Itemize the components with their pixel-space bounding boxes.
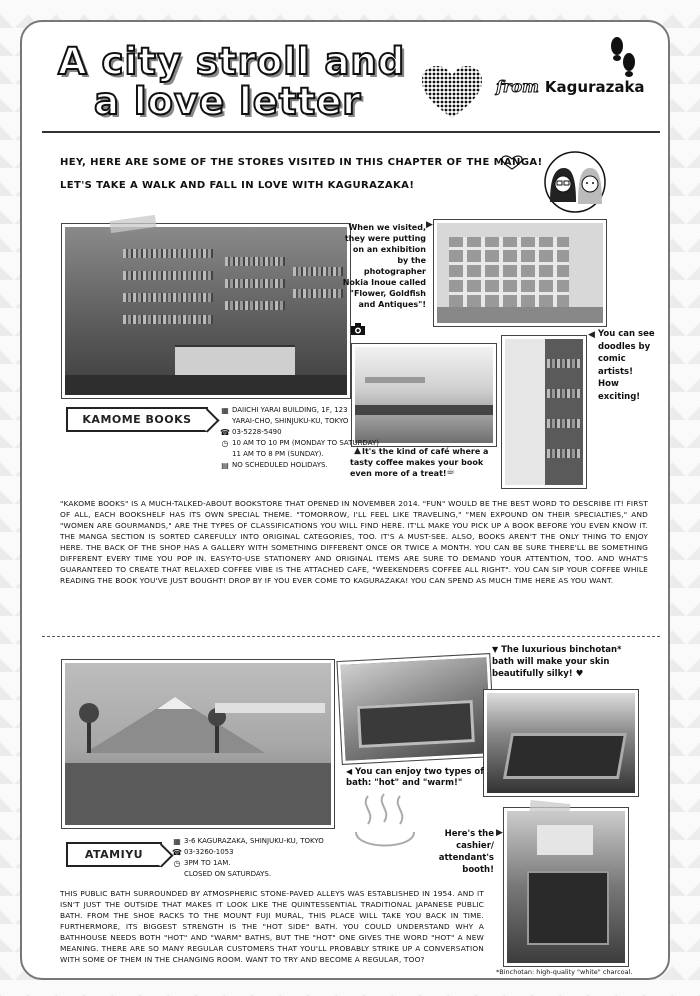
coffee-cup-icon: ☕: [446, 466, 455, 477]
intro-line-1: HEY, HERE ARE SOME OF THE STORES VISITED IN THIS CHAPTER OF THE MANGA!: [60, 157, 543, 168]
section-divider: [42, 636, 660, 637]
cashier-caption: Here's the cashier/ attendant's booth!: [438, 829, 494, 875]
cafe-caption: It's the kind of café where a tasty coffee makes your book even more of a treat!: [350, 447, 489, 478]
title-line-2: a love letter: [94, 80, 362, 123]
atamiyu-closed: CLOSED ON SATURDAYS.: [184, 870, 272, 878]
kamome-info: [220, 405, 379, 471]
steam-icon: [350, 792, 420, 852]
bathhouse-mural-photo: [62, 660, 334, 828]
building-icon-2: ▦: [173, 837, 181, 846]
atamiyu-tag: ATAMIYU: [66, 842, 162, 867]
bath-photo-2: [484, 690, 638, 796]
doodle-wall-photo: [502, 336, 586, 488]
doodles-caption: You can see doodles by comic artists! How exciting!: [598, 329, 655, 402]
atamiyu-hours: 3PM TO 1AM.: [184, 859, 231, 867]
from-place: Kagurazaka: [544, 78, 645, 96]
calendar-icon: ▤: [221, 461, 229, 470]
kamome-closed: NO SCHEDULED HOLIDAYS.: [232, 461, 328, 469]
pointer-right-icon-2: ▶: [496, 828, 503, 838]
baths-caption: [346, 766, 486, 789]
intro-line-2: LET'S TAKE A WALK AND FALL IN LOVE WITH KAGURAZAKA!: [60, 180, 415, 191]
kamome-address-1: DAIICHI YARAI BUILDING, 1F, 123: [232, 406, 348, 414]
atamiyu-phone: 03-3260-1053: [184, 848, 234, 856]
header-divider: [42, 131, 660, 133]
atamiyu-body-text: THIS PUBLIC BATH SURROUNDED BY ATMOSPHERIC STONE-PAVED ALLEYS WAS ESTABLISHED IN 1954. AND IT ISN'T JUST THE OUTSIDE THAT MAKES IT LOOK LIKE THE QUINTESSENTIAL TRADITIONAL JAPANESE PUBLIC BATH. FROM THE SHOE RACKS TO THE MOUNT FUJI MURAL, THIS PLACE WILL TAKE YOU BACK IN TIME. FURTHERMORE, ITS BIGGEST STRENGTH IS THE "HOT SIDE" BATH. YOU COULD UNDERSTAND WHY A BATHHOUSE NEEDS BOTH "HOT" AND "WARM" BATHS, BUT THE "HOT" ONE GIVES THE WORD "HOT" A NEW MEANING. THERE ARE SO MANY REGULAR CUSTOMERS THAT YOU'LL PROBABLY STRIKE UP A CONVERSATION WITH SOME OF THEM IN THE CHANGING ROOM. WANT TO TRY AND BECOME A REGULAR, TOO?: [60, 889, 484, 964]
from-prefix: from: [496, 77, 539, 96]
baths-caption-text: You can enjoy two types of bath: "hot" and "warm!": [346, 767, 484, 788]
kamome-books-tag: KAMOME BOOKS: [66, 407, 208, 432]
binchotan-caption: [492, 644, 642, 680]
clock-icon: ◷: [221, 439, 229, 448]
building-icon: ▦: [221, 406, 229, 415]
speech-heart-icon: [500, 155, 524, 171]
camera-icon: [350, 322, 366, 336]
kamome-hours-1: 10 AM TO 10 PM (MONDAY TO SATURDAY): [232, 439, 379, 447]
gallery-photo: [434, 220, 606, 326]
pointer-right-icon: ▶: [426, 220, 433, 230]
kamome-phone: 03-5228-5490: [232, 428, 282, 436]
title-line-1: A city stroll and: [58, 40, 406, 83]
pointer-up-icon-2: ◀: [346, 767, 353, 776]
cashier-booth-photo: [504, 808, 628, 966]
authors-avatar: [530, 150, 620, 214]
bath-photo-1: [337, 654, 494, 764]
atamiyu-info: [172, 836, 324, 880]
mount-fuji-mural: [65, 683, 331, 763]
pointer-left-icon: ◀: [588, 330, 595, 340]
exhibition-caption: When we visited, they were putting on an exhibition by the photographer Nokia Inoue called "Flower, Goldfish and Antiques"!: [342, 223, 426, 309]
phone-icon-2: ☎: [172, 848, 182, 857]
article-panel: [20, 20, 670, 980]
pointer-down-icon: ▼: [492, 645, 499, 654]
kamome-hours-2: 11 AM TO 8 PM (SUNDAY).: [232, 450, 324, 458]
binchotan-footnote: *Binchotan: high-quality "white" charcoal.: [496, 968, 633, 976]
kamome-body-text: "KAKOME BOOKS" IS A MUCH-TALKED-ABOUT BOOKSTORE THAT OPENED IN NOVEMBER 2014. "FUN" WOULD BE THE BEST WORD TO DESCRIBE IT! FIRST OF ALL, EACH BOOKSHELF HAS ITS OWN SPECIAL THEME. "TOMORROW, I'LL FEEL LIKE TRAVELING," "MEN EXPOUND ON THEIR SPECIALTIES," AND "WOMEN ARE GOURMANDS," ARE THE TYPES OF CLASSIFICATIONS YOU WILL FIND HERE. IT'LL MAKE YOU PICK UP A BOOK BEFORE YOU EVEN KNOW IT. THE MANGA SECTION IS SORTED CAREFULLY INTO ORIGINAL CATEGORIES, TOO. IT'S A MUST-SEE. ALSO, BOOKS AREN'T THE ONLY THING TO ENJOY HERE. THE BACK OF THE SHOP HAS A GALLERY WITH SOMETHING DIFFERENT ONCE OR TWICE A MONTH. YOU CAN BE SURE THERE'LL BE SOMETHING DIFFERENT EVERY TIME YOU POP IN. EASY-TO-USE STATIONERY AND ORIGINAL ITEMS ARE SURE TO DEMAND YOUR ATTENTION, TOO. AND WHAT'S GUARANTEED TO CREATE THAT RELAXED COFFEE VIBE IS THE ATTACHED CAFE, "WEEKENDERS COFFEE ALL RIGHT". YOU CAN SIP YOUR COFFEE WHILE READING THE BOOK YOU'VE JUST BOUGHT! DROP BY IF YOU EVER COME TO KAGURAZAKA! YOU CAN SPEND AS MUCH TIME HERE AS YOU WANT.: [60, 499, 648, 585]
binchotan-caption-text: The luxurious binchotan* bath will make your skin beautifully silky! ♥: [492, 645, 622, 679]
phone-icon: ☎: [220, 428, 230, 437]
footprints-icon: [608, 36, 638, 80]
kamome-address-2: YARAI-CHO, SHINJUKU-KU, TOKYO: [232, 417, 349, 425]
clock-icon-2: ◷: [173, 859, 181, 868]
bookstore-photo: [62, 224, 350, 398]
heart-icon: [420, 64, 484, 120]
atamiyu-address: 3-6 KAGURAZAKA, SHINJUKU-KU, TOKYO: [184, 837, 324, 845]
pointer-up-icon: ▲: [354, 446, 361, 456]
